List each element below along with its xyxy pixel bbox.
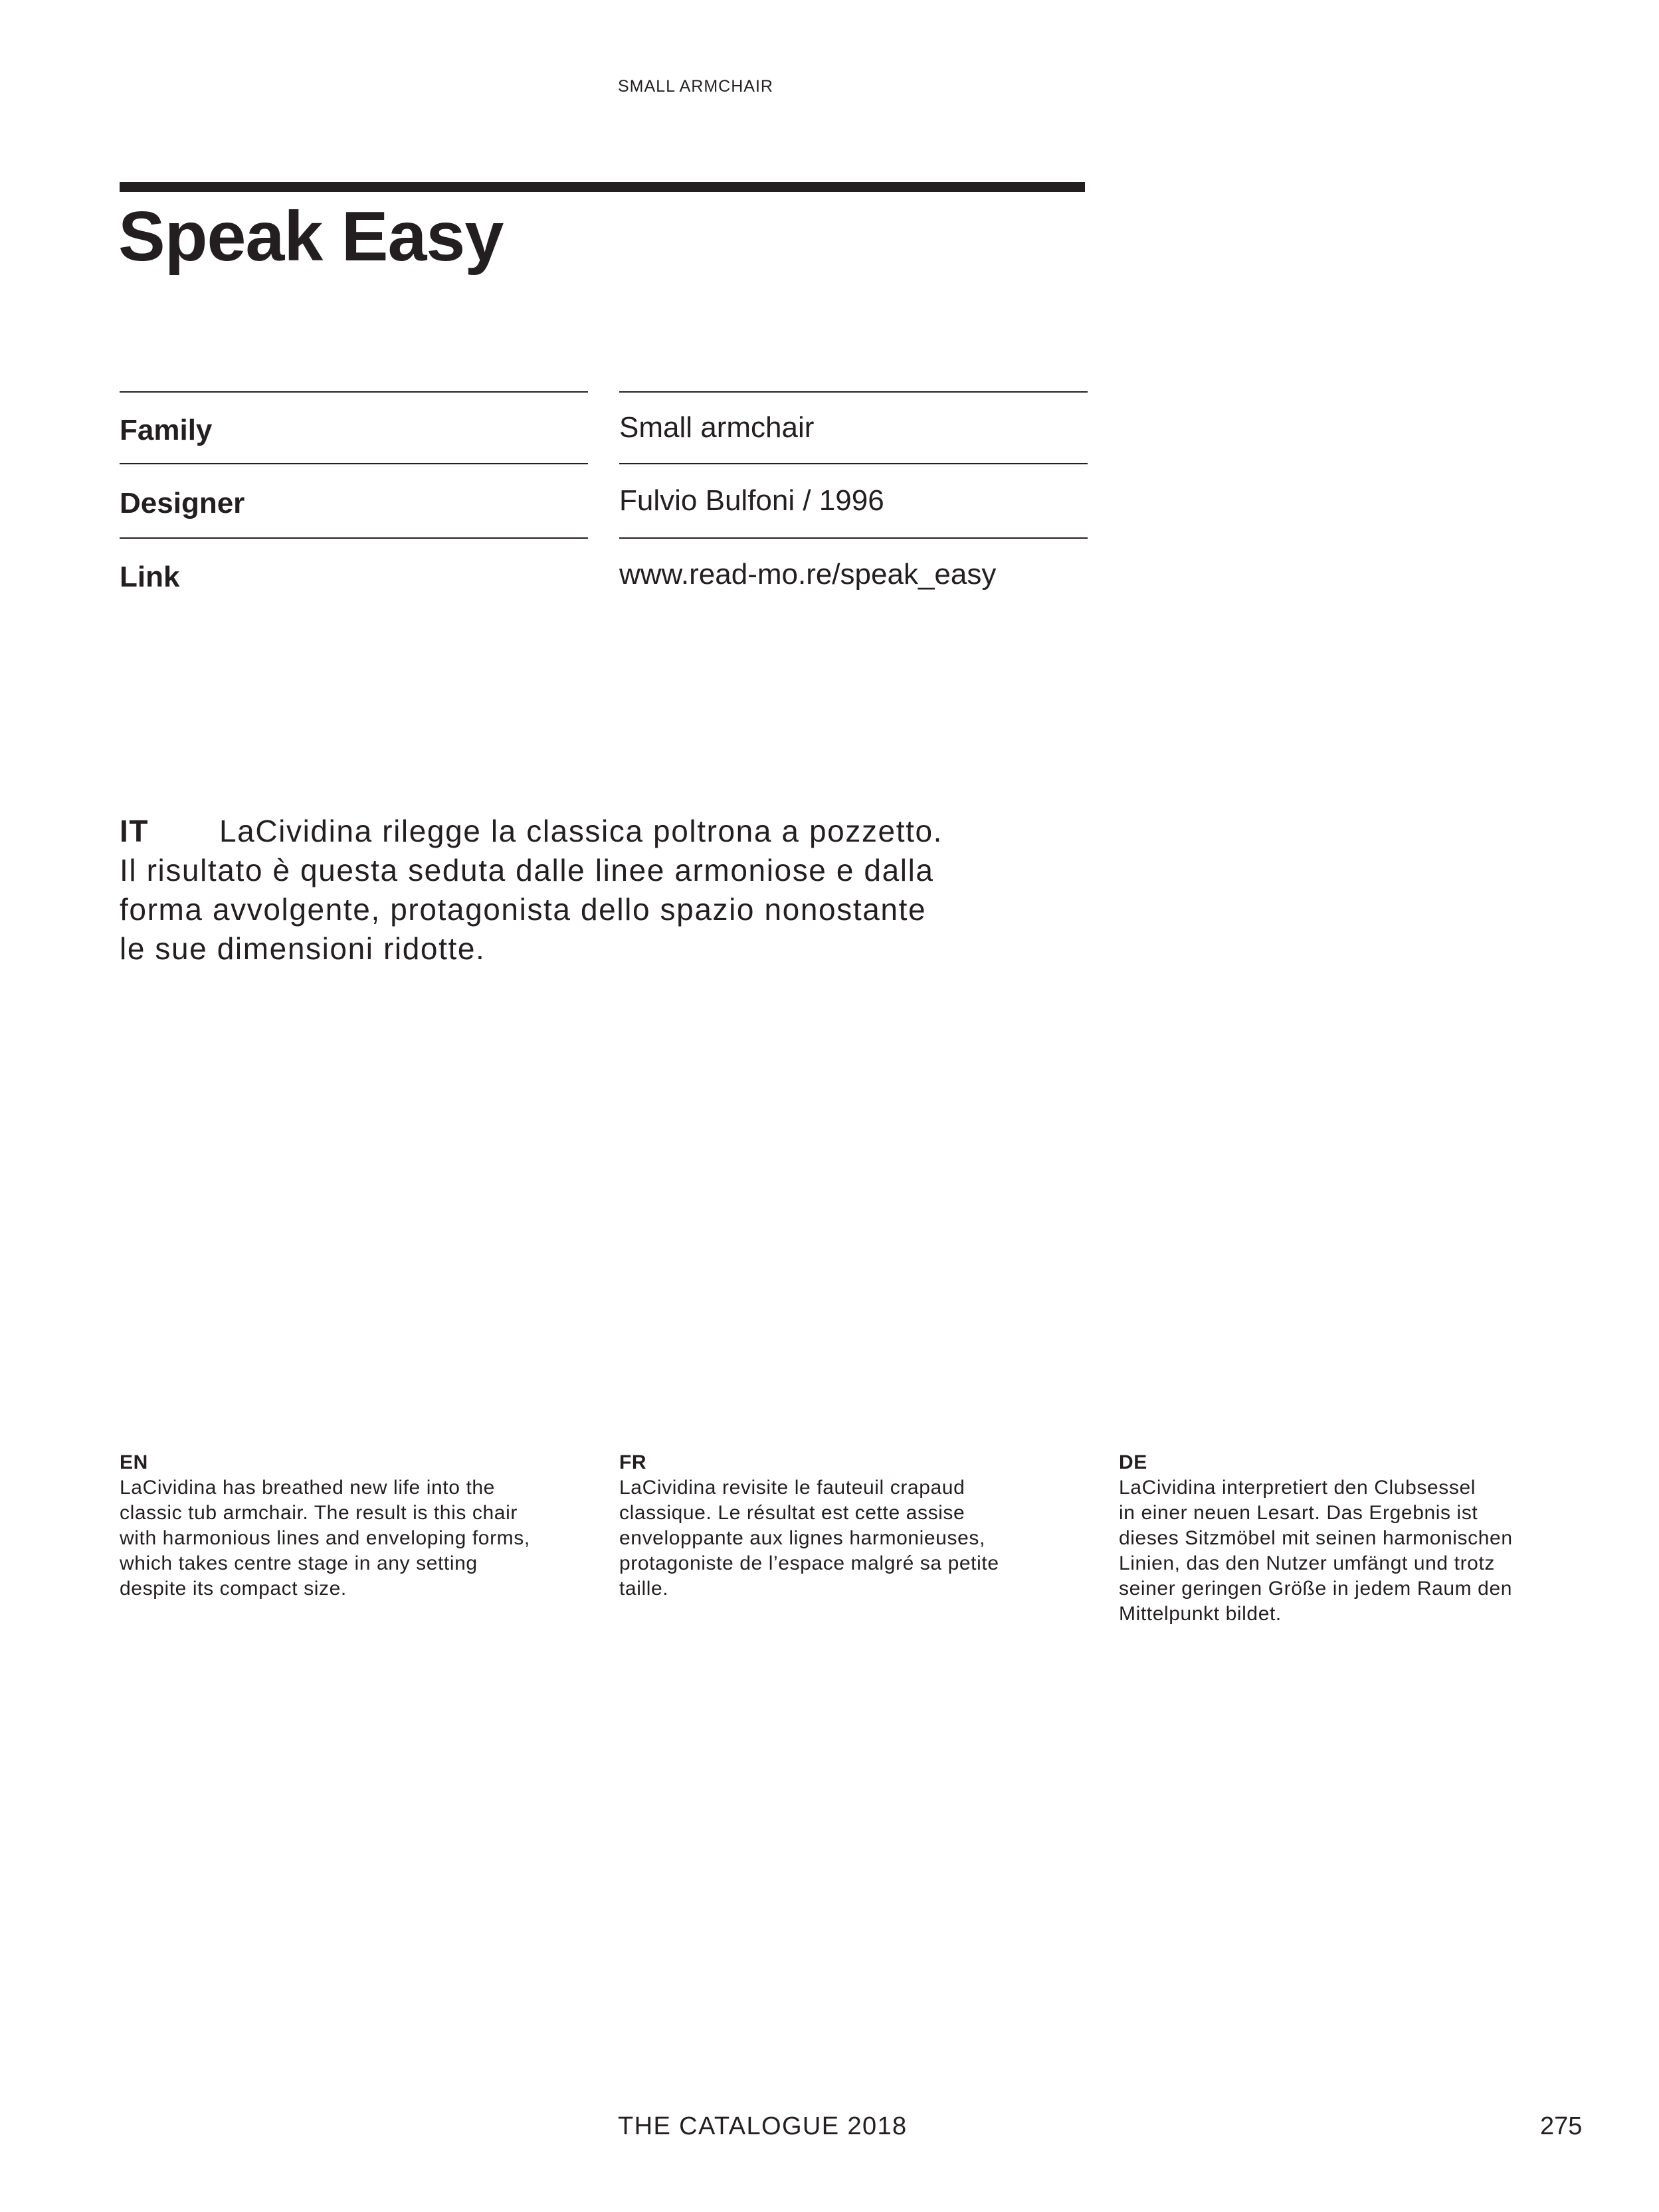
description-fr-line: enveloppante aux lignes harmonieuses, [619,1527,985,1549]
spec-rule [619,391,1088,393]
spec-rule [619,463,1088,464]
description-de-line: Linien, das den Nutzer umfängt und trotz [1119,1552,1495,1574]
description-en-line: which takes centre stage in any setting [120,1552,478,1574]
description-de-line: in einer neuen Lesart. Das Ergebnis ist [1119,1502,1478,1524]
spec-value-family: Small armchair [619,411,815,444]
description-fr-line: taille. [619,1578,669,1600]
description-de-line: seiner geringen Größe in jedem Raum den [1119,1578,1513,1600]
lang-code-en: EN [120,1451,148,1473]
description-fr [619,1450,1084,1602]
description-fr-line: classique. Le résultat est cette assise [619,1502,965,1524]
description-it-text: LaCividina rilegge la classica poltrona a pozzetto. [219,814,943,848]
product-title: Speak Easy [118,197,504,276]
description-de-line: dieses Sitzmöbel mit seinen harmonischen [1119,1527,1513,1549]
spec-label-link: Link [120,561,180,593]
description-de [1119,1450,1584,1627]
description-it-line: Il risultato è questa seduta dalle linee armoniose e dalla [120,853,934,887]
description-en-line: classic tub armchair. The result is this chair [120,1502,518,1524]
description-de-line: Mittelpunkt bildet. [1119,1603,1282,1625]
lang-code-fr: FR [619,1451,647,1473]
spec-rule [120,537,588,539]
description-en [120,1450,585,1602]
description-it-first-line [120,812,1023,851]
spec-rule [619,537,1088,539]
running-head: SMALL ARMCHAIR [618,77,773,96]
spec-rule [120,463,588,464]
lang-code-de: DE [1119,1451,1147,1473]
spec-label-family: Family [120,414,213,446]
footer-catalogue-title: THE CATALOGUE 2018 [618,2112,908,2140]
description-en-line: with harmonious lines and enveloping forms, [120,1527,530,1549]
spec-value-designer: Fulvio Bulfoni / 1996 [619,484,884,517]
title-rule [120,182,1085,192]
description-fr-line: protagoniste de l’espace malgré sa petite [619,1552,999,1574]
lang-code-it: IT [120,814,149,848]
description-it-line: le sue dimensioni ridotte. [120,931,486,966]
page-number: 275 [1540,2112,1583,2140]
spec-rule [120,391,588,393]
description-de-line: LaCividina interpretiert den Clubsessel [1119,1477,1476,1499]
spec-label-designer: Designer [120,487,245,519]
description-en-line: LaCividina has breathed new life into the [120,1477,495,1499]
description-en-line: despite its compact size. [120,1578,347,1600]
description-it [120,812,1023,968]
description-fr-line: LaCividina revisite le fauteuil crapaud [619,1477,965,1499]
description-it-line: forma avvolgente, protagonista dello spazio nonostante [120,892,927,927]
spec-value-link[interactable]: www.read-mo.re/speak_easy [619,558,997,591]
